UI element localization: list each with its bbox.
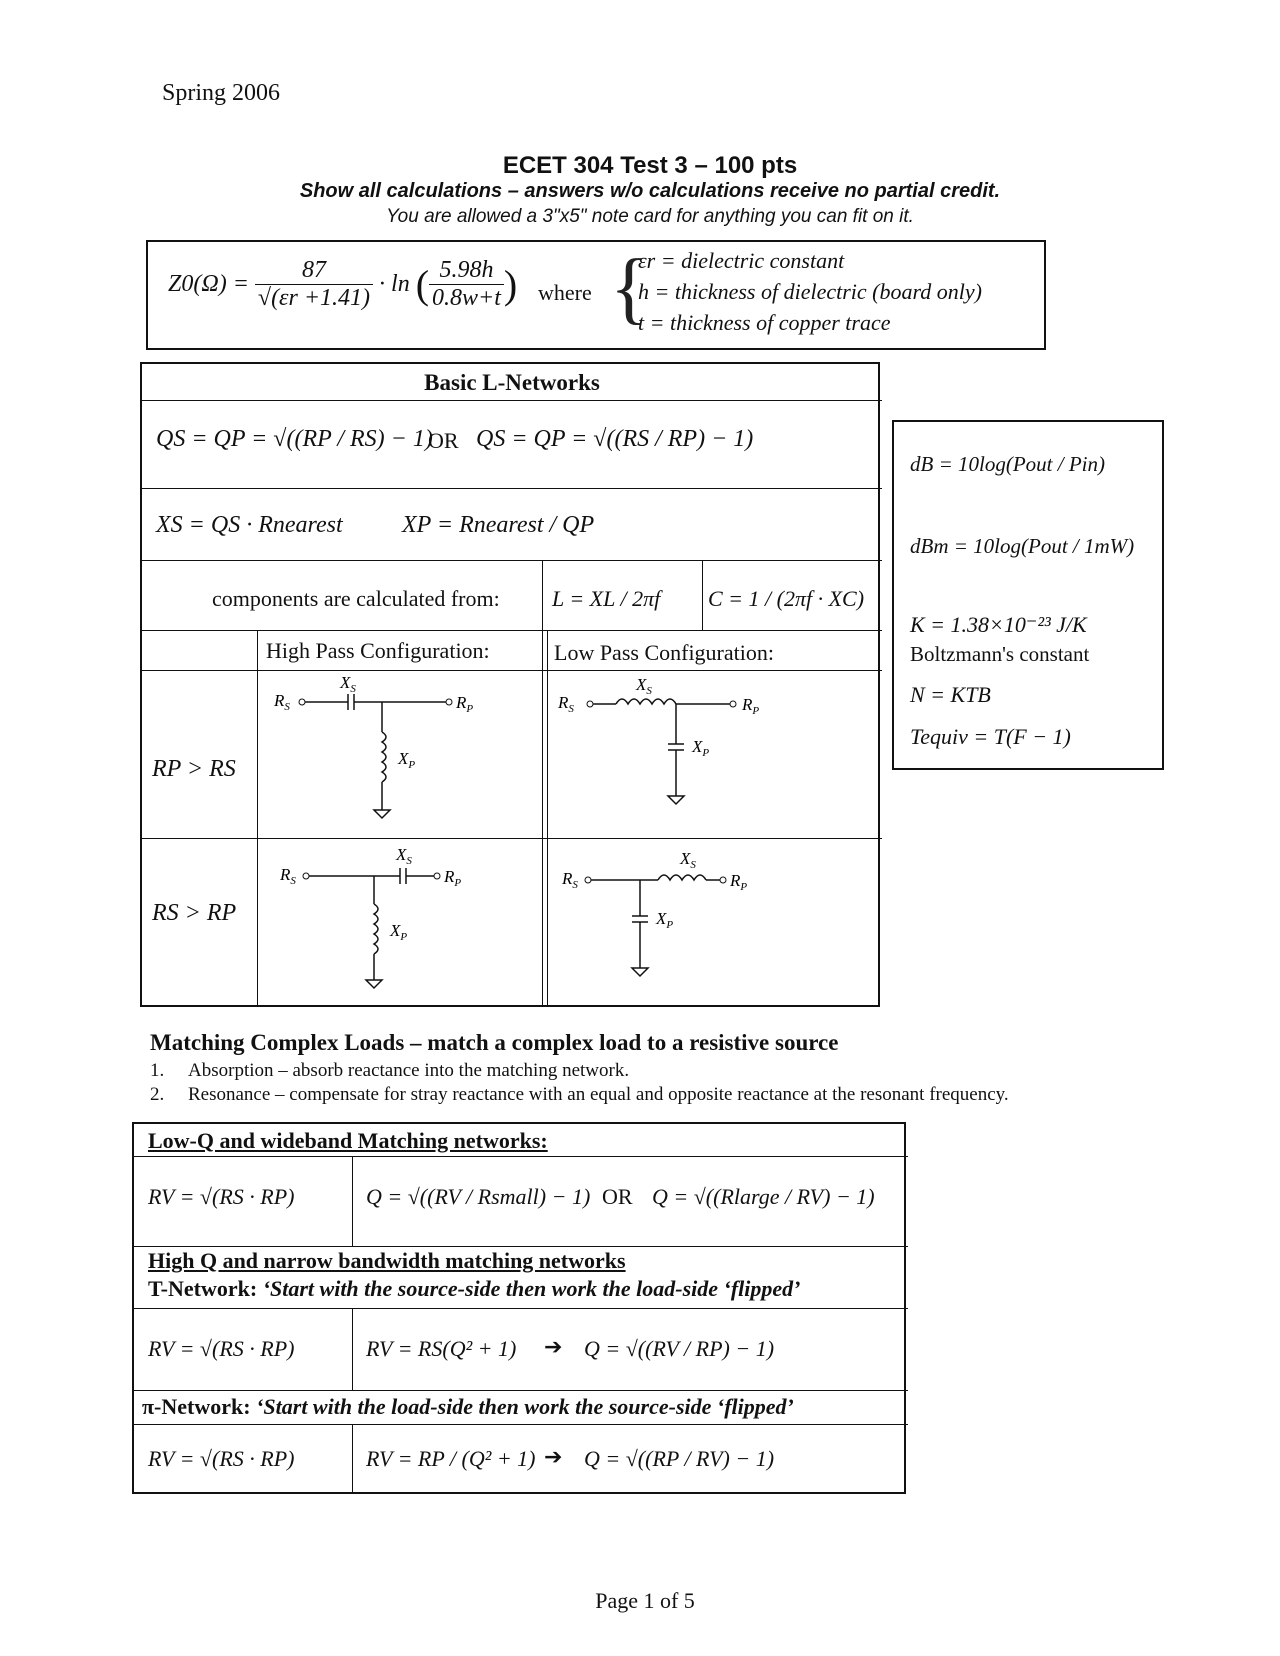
t-network-rv-formula: RV = RS(Q² + 1) <box>366 1336 517 1361</box>
low-pass-circuit-rs-gt-rp <box>550 840 880 1006</box>
where-label: where <box>538 280 592 305</box>
equivalent-temperature-formula: Tequiv = T(F − 1) <box>910 724 1071 749</box>
high-pass-header: High Pass Configuration: <box>266 638 490 663</box>
matching-networks-table <box>132 1122 906 1494</box>
pi-network-title: π-Network: ‘Start with the load-side then work the source-side ‘flipped’ <box>142 1394 794 1419</box>
capacitance-formula: C = 1 / (2πf · XC) <box>708 586 865 611</box>
def-dielectric-thickness: h = thickness of dielectric (board only) <box>638 279 982 304</box>
side-formula-box <box>892 420 1164 770</box>
l-networks-title: Basic L-Networks <box>424 370 600 395</box>
l-networks-table <box>140 362 880 1007</box>
svg-text:RS: $R_S$ <box>562 869 578 891</box>
svg-text:RP: $R_P$ <box>742 695 760 717</box>
svg-text:RP: $R_P$ <box>456 693 474 715</box>
svg-text:XP: $X_P$ <box>656 909 674 931</box>
impedance-formula-box: Z0(Ω) = $\frac{87}{√(\varepsilon r +1.41)}$ · ln ( $\frac{5.98h}{0.8w+t}$ ) where { εr = dielectric constant h = thickness of dielectric (board only) t = thickness of copper trace <box>146 240 1046 350</box>
xs-formula: XS = QS · Rnearest <box>156 512 343 538</box>
svg-text:RS: $R_S$ <box>274 691 290 713</box>
inductance-formula: L = XL / 2πf <box>552 586 661 611</box>
components-label: components are calculated from: <box>212 586 500 611</box>
noise-power-formula: N = KTB <box>910 682 991 707</box>
matching-item-absorption: 1. Absorption – absorb reactance into the matching network. <box>150 1060 630 1081</box>
svg-text:XS: $X_S$ <box>636 675 652 697</box>
page-number: Page 1 of 5 <box>595 1588 695 1613</box>
db-formula: dB = 10log(Pout / Pin) <box>910 452 1105 476</box>
svg-text:XS: $X_S$ <box>680 849 696 871</box>
svg-text:XS: $X_S$ <box>396 845 412 867</box>
svg-text:RP: $R_P$ <box>444 867 462 889</box>
svg-text:XP: $X_P$ <box>692 737 710 759</box>
t-network-q-formula: Q = √((RV / RP) − 1) <box>584 1336 775 1361</box>
svg-text:XP: $X_P$ <box>398 749 416 771</box>
dbm-formula: dBm = 10log(Pout / 1mW) <box>910 534 1135 558</box>
svg-text:XP: $X_P$ <box>390 921 408 943</box>
page-title: ECET 304 Test 3 – 100 pts <box>502 152 798 179</box>
low-q-q-formula-1: Q = √((RV / Rsmall) − 1) <box>366 1184 591 1209</box>
low-q-or: OR <box>602 1184 633 1209</box>
matching-heading: Matching Complex Loads – match a complex load to a resistive source <box>150 1030 839 1055</box>
low-pass-circuit-rp-gt-rs <box>550 672 880 836</box>
svg-text:XS: $X_S$ <box>340 673 356 695</box>
low-q-title: Low-Q and wideband Matching networks: <box>148 1128 548 1153</box>
t-network-arrow: ➔ <box>544 1334 563 1359</box>
pi-network-rv-formula: RV = RP / (Q² + 1) <box>366 1446 536 1471</box>
low-pass-header: Low Pass Configuration: <box>554 640 774 665</box>
q-formula-or: OR <box>428 428 459 453</box>
t-network-rv-mean: RV = √(RS · RP) <box>148 1336 295 1361</box>
def-dielectric-constant: εr = dielectric constant <box>638 248 845 273</box>
pi-network-q-formula: Q = √((RP / RV) − 1) <box>584 1446 775 1471</box>
z0-formula: Z0(Ω) = $\frac{87}{√(\varepsilon r +1.41)}$ · ln ( $\frac{5.98h}{0.8w+t}$ ) <box>168 257 518 311</box>
row1-condition: RP > RS <box>152 756 236 782</box>
matching-item-resonance: 2. Resonance – compensate for stray reactance with an equal and opposite reactance at the resonant frequency. <box>150 1084 1009 1105</box>
boltzmann-value: K = 1.38×10⁻²³ J/K <box>910 612 1087 637</box>
q-formula-right: QS = QP = √((RS / RP) − 1) <box>476 426 754 452</box>
svg-text:RS: $R_S$ <box>558 693 574 715</box>
t-network-title: T-Network: ‘Start with the source-side then work the load-side ‘flipped’ <box>148 1276 801 1301</box>
high-q-title: High Q and narrow bandwidth matching networks <box>148 1248 626 1273</box>
instruction-note-card: You are allowed a 3"x5" note card for anything you can fit on it. <box>386 206 914 227</box>
high-pass-circuit-rs-gt-rp <box>260 840 540 1006</box>
svg-text:RS: $R_S$ <box>280 865 296 887</box>
low-q-rv-formula: RV = √(RS · RP) <box>148 1184 295 1209</box>
low-q-q-formula-2: Q = √((Rlarge / RV) − 1) <box>652 1184 875 1209</box>
high-pass-circuit-rp-gt-rs <box>260 672 540 836</box>
row2-condition: RS > RP <box>152 900 237 926</box>
xp-formula: XP = Rnearest / QP <box>402 512 595 538</box>
q-formula-left: QS = QP = √((RP / RS) − 1) <box>156 426 433 452</box>
pi-network-arrow: ➔ <box>544 1444 563 1469</box>
boltzmann-label: Boltzmann's constant <box>910 642 1090 666</box>
def-copper-thickness: t = thickness of copper trace <box>638 310 891 335</box>
instruction-calculations: Show all calculations – answers w/o calculations receive no partial credit. <box>299 180 1001 202</box>
svg-text:RP: $R_P$ <box>730 871 748 893</box>
term-label: Spring 2006 <box>162 80 281 106</box>
pi-network-rv-mean: RV = √(RS · RP) <box>148 1446 295 1471</box>
